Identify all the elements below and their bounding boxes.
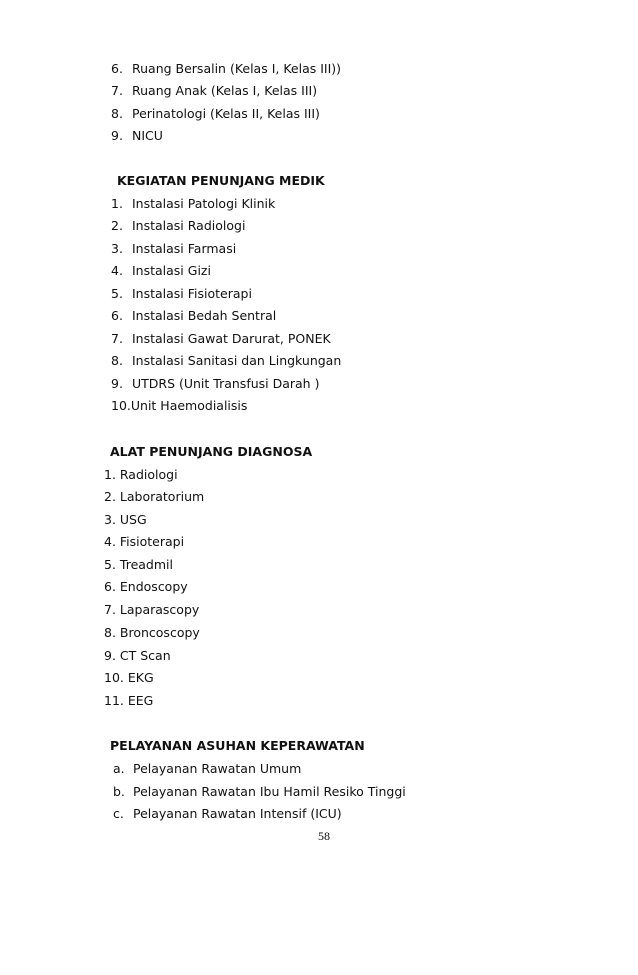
list-number: 7.	[111, 83, 123, 98]
list-number: 3.	[111, 241, 123, 256]
list-letter: c.	[113, 806, 124, 821]
list-item: 8. Broncoscopy	[104, 625, 200, 640]
list-text: Pelayanan Rawatan Umum	[132, 761, 302, 776]
list-letter: a.	[113, 761, 125, 776]
list-number: 6.	[111, 308, 123, 323]
list-number: 1.	[111, 196, 123, 211]
list-text: Ruang Bersalin (Kelas I, Kelas III))	[131, 61, 342, 76]
list-number: 4.	[111, 263, 123, 278]
list-item	[111, 376, 319, 392]
list-number: 2.	[111, 218, 123, 233]
list-item: 3. USG	[104, 512, 147, 527]
list-number: 8.	[111, 106, 123, 121]
list-item	[111, 106, 320, 122]
section-heading-penunjang-medik: KEGIATAN PENUNJANG MEDIK	[117, 173, 325, 188]
list-text: Instalasi Gawat Darurat, PONEK	[131, 331, 331, 346]
list-item: 10. EKG	[104, 670, 154, 685]
list-number: 6.	[111, 61, 123, 76]
list-text: Instalasi Gizi	[131, 263, 211, 278]
list-number: 10.	[111, 398, 131, 413]
list-number: 9.	[111, 376, 123, 391]
section-heading-keperawatan: PELAYANAN ASUHAN KEPERAWATAN	[110, 738, 365, 753]
list-item: 1. Radiologi	[104, 467, 178, 482]
list-item	[111, 241, 236, 257]
list-number: 8.	[111, 353, 123, 368]
list-item	[111, 398, 247, 414]
list-text: Instalasi Radiologi	[131, 218, 246, 233]
list-number: 7.	[111, 331, 123, 346]
list-item	[111, 286, 252, 302]
list-text: Instalasi Patologi Klinik	[131, 196, 276, 211]
list-text: NICU	[131, 128, 163, 143]
list-item: 6. Endoscopy	[104, 579, 188, 594]
list-item	[113, 761, 301, 777]
list-text: Instalasi Bedah Sentral	[131, 308, 277, 323]
list-number: 5.	[111, 286, 123, 301]
list-text: Pelayanan Rawatan Intensif (ICU)	[132, 806, 342, 821]
list-text: Instalasi Sanitasi dan Lingkungan	[131, 353, 342, 368]
list-text: UTDRS (Unit Transfusi Darah )	[131, 376, 320, 391]
section-heading-penunjang-diagnosa: ALAT PENUNJANG DIAGNOSA	[110, 444, 313, 459]
list-item	[111, 218, 245, 234]
list-item	[111, 331, 331, 347]
list-item	[111, 263, 211, 279]
list-item	[113, 806, 342, 822]
list-text: Perinatologi (Kelas II, Kelas III)	[131, 106, 320, 121]
list-item	[111, 353, 341, 369]
list-item: 9. CT Scan	[104, 648, 171, 663]
list-item	[111, 128, 163, 144]
list-number: 9.	[111, 128, 123, 143]
list-text: Unit Haemodialisis	[130, 398, 248, 413]
list-item	[111, 83, 317, 99]
list-text: Pelayanan Rawatan Ibu Hamil Resiko Tinggi	[132, 784, 406, 799]
list-item: 5. Treadmil	[104, 557, 173, 572]
list-text: Instalasi Farmasi	[131, 241, 237, 256]
list-item	[111, 196, 275, 212]
list-text: Instalasi Fisioterapi	[131, 286, 252, 301]
page-number: 58	[318, 829, 330, 843]
list-letter: b.	[113, 784, 125, 799]
list-text: Ruang Anak (Kelas I, Kelas III)	[131, 83, 318, 98]
list-item: 2. Laboratorium	[104, 489, 205, 504]
list-item	[111, 61, 341, 77]
list-item	[113, 784, 406, 800]
list-item: 11. EEG	[104, 693, 154, 708]
list-item: 7. Laparascopy	[104, 602, 200, 617]
list-item	[111, 308, 276, 324]
list-item: 4. Fisioterapi	[104, 534, 185, 549]
